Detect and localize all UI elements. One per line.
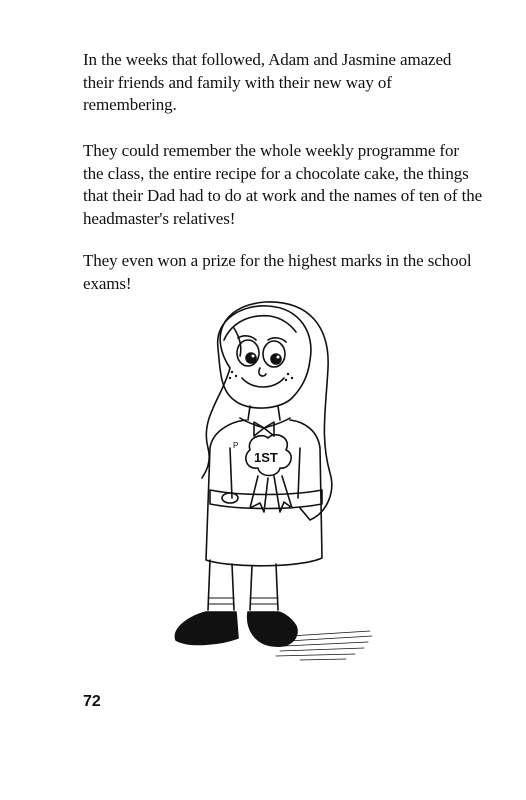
smile <box>242 378 284 387</box>
right-leg <box>250 564 278 610</box>
girl-with-rosette-illustration <box>150 298 380 678</box>
page-number: 72 <box>83 693 101 710</box>
bow-tie <box>254 422 274 436</box>
paragraph-text: They even won a prize for the highest marks in the school exams! <box>83 251 472 293</box>
paragraph-3 <box>83 250 483 295</box>
paragraph-1 <box>83 49 483 117</box>
paragraph-2 <box>83 140 483 230</box>
face-outline <box>218 306 311 408</box>
left-shoe <box>175 612 238 644</box>
left-leg <box>208 560 234 610</box>
paragraph-text: In the weeks that followed, Adam and Jasmine amazed their friends and family with their new way of remembering. <box>83 50 452 114</box>
badge-letter: P <box>233 441 239 450</box>
paragraph-text: They could remember the whole weekly programme for the class, the entire recipe for a chocolate cake, the things that their Dad had to do at work and the names of ten of the headmaster's relatives! <box>83 141 483 228</box>
right-shoe <box>248 612 297 646</box>
rosette-label: 1ST <box>254 450 278 465</box>
first-place-rosette <box>246 435 292 512</box>
